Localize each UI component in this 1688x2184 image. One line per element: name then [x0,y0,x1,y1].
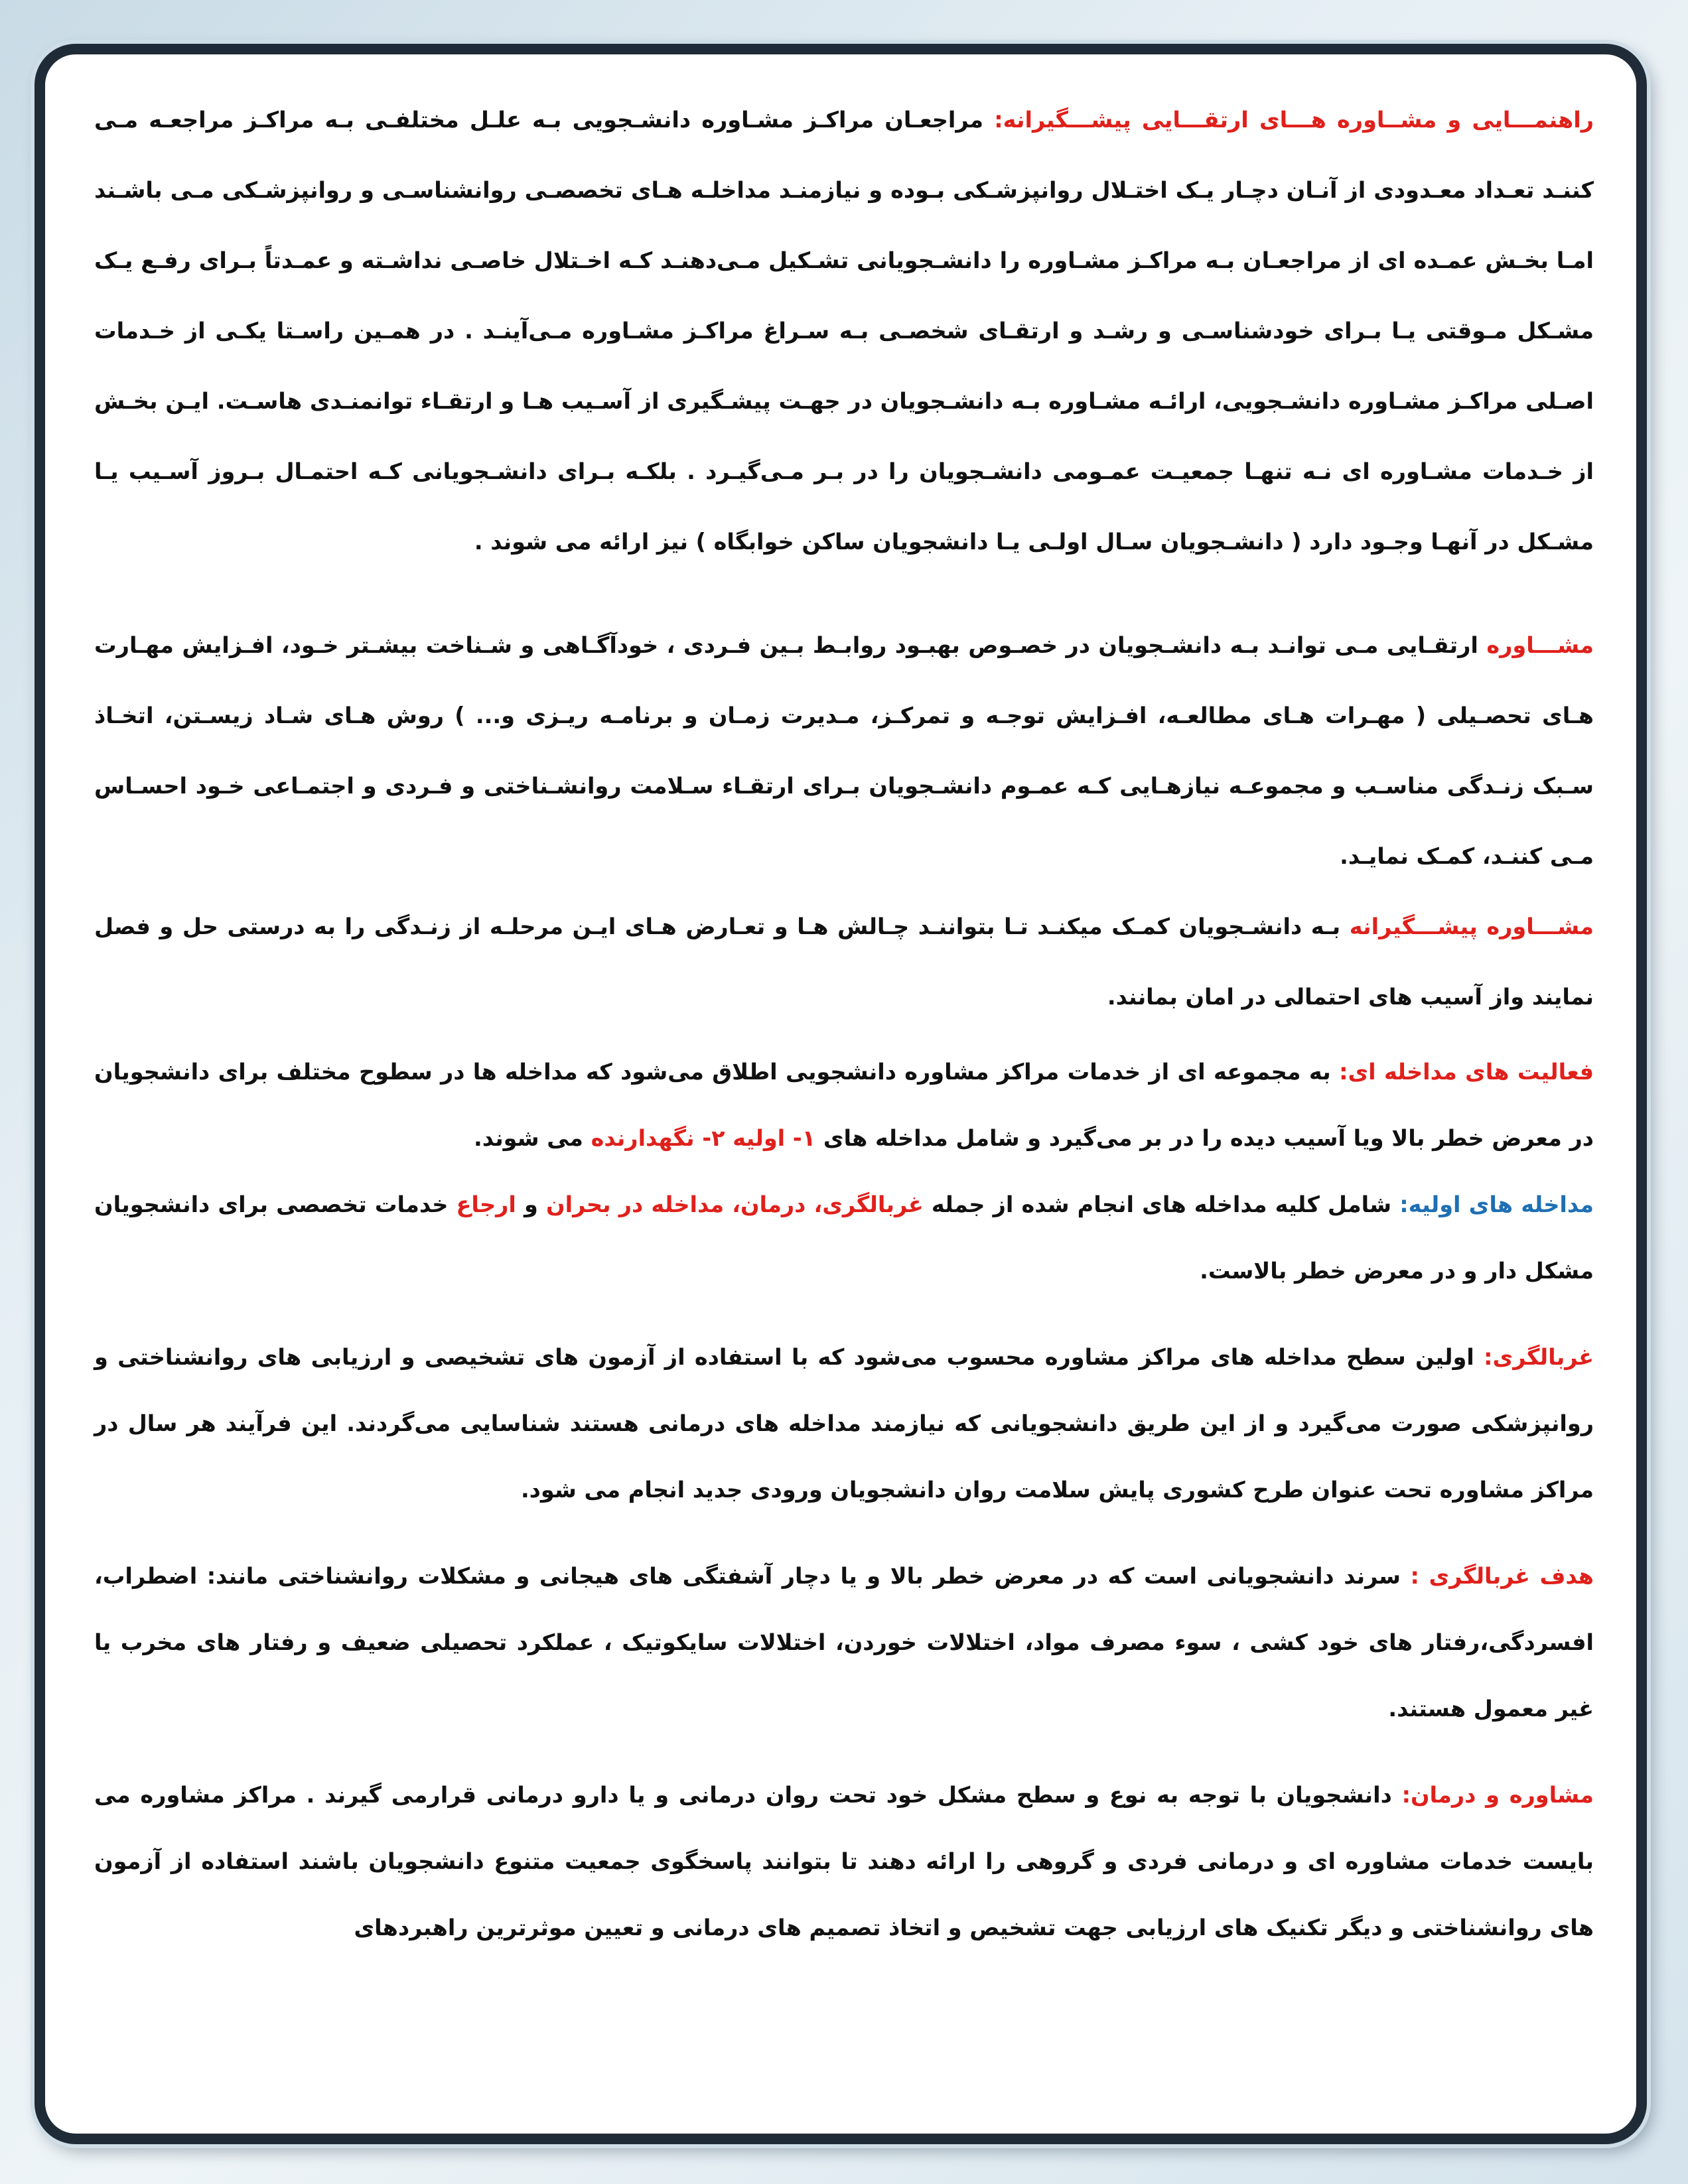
heading-interventions: فعالیت های مداخله ای: [1339,1059,1594,1085]
paragraph-text: شامل کلیه مداخله های انجام شده از جمله [923,1192,1400,1217]
paragraph-counseling-treatment [94,1762,1594,1961]
keyword-referral: ارجاع [456,1192,516,1217]
heading-screening: غربالگری: [1484,1344,1594,1370]
paragraph-text: می شوند. [474,1125,591,1151]
paragraph-text: ارتقـایی مـی توانـد بـه دانشـجویان در خصـوص بهبـود روابـط بـین فـردی ، خودآگـاهی و شـناخت بیشـتر خـود، افـزایش مهـارت هـای تحصـیلی ( مهـرات هـای مطالعـه، افـزایش توجـه و تمرکـز، مـدیرت زمـان و برنامـه ریـزی و... ) روش هـای شـاد زیسـتن، اتخـاذ سـبک زنـدگی مناسـب و مجموعـه نیازهـایی کـه عمـوم دانشـجویان بـرای ارتقـاء سـلامت روانشـناختی و فـردی و اجتمـاعی خـود احسـاس مـی کننـد، کمـک نمایـد. [94,632,1594,869]
paragraph-text: خدمات تخصصی برای دانشجویان مشکل دار و در معرض خطر بالاست. [94,1192,1594,1284]
paragraph-text: مراجعـان مراکـز مشـاوره دانشـجویی بـه علـل مختلفـی بـه مراکـز مراجعـه مـی کننـد تعـداد معـدودی از آنـان دچـار یـک اختـلال روانپزشـکی بـوده و نیازمنـد مداخلـه هـای تخصصـی روانشناسـی و روانپزشـکی مـی باشـند امـا بخـش عمـده ای از مراجعـان بـه مراکـز مشـاوره را دانشـجویانی تشـکیل مـی‌دهنـد کـه اخـتلال خاصـی نداشـته و عمـدتاً بـرای رفـع یـک مشـکل مـوقتی یـا بـرای خودشناسـی و رشـد و ارتقـای شخصـی بـه سـراغ مراکـز مشـاوره مـی‌آینـد . در همـین راسـتا یکـی از خـدمات اصـلی مراکـز مشـاوره دانشـجویی، ارائـه مشـاوره بـه دانشـجویان در جهـت پیشـگیری از آسـیب هـا و ارتقـاء توانمنـدی هاسـت. ایـن بخـش از خـدمات مشـاوره ای نـه تنهـا جمعیـت عمـومی دانشـجویان را در بـر مـی‌گیـرد . بلکـه بـرای دانشـجویانی کـه احتمـال بـروز آسـیب یـا مشـکل در آنهـا وجـود دارد ( دانشـجویان سـال اولـی یـا دانشجویان ساکن خوابگاه ) نیز ارائه می شوند . [94,107,1594,555]
paragraph-screening [94,1324,1594,1523]
intervention-levels: ۱- اولیه ۲- نگهدارنده [591,1125,816,1151]
paragraph-text: اولین سطح مداخله های مراکز مشاوره محسوب می‌شود که با استفاده از آزمون های تشخیصی و ارزیابی های روانشناختی و روانپزشکی صورت می‌گیرد و از این طریق دانشجویانی که نیازمند مداخله های درمانی هستند شناسایی می‌گردند. این فرآیند هر سال در مراکز مشاوره تحت عنوان طرح کشوری پایش سلامت روان دانشجویان ورودی جدید انجام می شود. [94,1344,1594,1503]
paragraph-text: دانشجویان با توجه به نوع و سطح مشکل خود تحت روان درمانی و یا دارو درمانی قرارمی گیرند . مراکز مشاوره می بایست خدمات مشاوره ای و درمانی فردی و گروهی را ارائه دهند تا بتوانند پاسخگوی جمعیت متنوع دانشجویان باشند استفاده از آزمون های روانشناختی و دیگر تکنیک های ارزیابی جهت تشخیص و اتخاذ تصمیم های درمانی و تعیین موثرترین راهبردهای [94,1782,1594,1941]
paragraph-counseling [94,610,1594,892]
heading-primary-interventions: مداخله های اولیه: [1399,1192,1594,1217]
paragraph-interventions [94,1039,1594,1172]
paragraph-preventive [94,892,1594,1032]
heading-screening-goal: هدف غربالگری : [1410,1563,1594,1589]
paragraph-screening-goal [94,1543,1594,1742]
heading-counseling: مشـــاوره [1486,632,1594,658]
paragraph-text: بـه دانشـجویان کمـک میکنـد تـا بتواننـد چـالش هـا و تعـارض هـای ایـن مرحلـه از زنـدگی را به درستی حل و فصل نمایند واز آسیب های احتمالی در امان بمانند. [94,914,1594,1010]
paragraph-preventive-counseling [94,85,1594,577]
keywords-services: غربالگری، درمان، مداخله در بحران [546,1192,924,1217]
paragraph-text: سرند دانشجویانی است که در معرض خطر بالا و یا دچار آشفتگی های هیجانی و مشکلات روانشناختی مانند: اضطراب، افسردگی،رفتار های خود کشی ، سوء مصرف مواد، اختلالات خوردن، اختلالات سایکوتیک ، عملکرد تحصیلی ضعیف و رفتار های مخرب یا غیر معمول هستند. [94,1563,1594,1722]
paragraph-primary-interventions [94,1172,1594,1304]
paragraph-text: به مجموعه ای از خدمات مراکز مشاوره دانشجویی اطلاق می‌شود که مداخله ها در سطوح مختلف برای دانشجویان در معرض خطر بالا ویا آسیب دیده را در بر می‌گیرد و شامل مداخله های [94,1059,1594,1151]
heading-preventive: مشـــاوره پیشـــگیرانه [1349,914,1594,939]
heading-preventive-counseling: راهنمـــایی و مشــاوره هـــای ارتقـــایی پیشـــگیرانه: [994,107,1594,133]
paragraph-text: و [516,1192,546,1217]
document-body [94,85,1594,1961]
heading-counseling-treatment: مشاوره و درمان: [1401,1782,1594,1808]
